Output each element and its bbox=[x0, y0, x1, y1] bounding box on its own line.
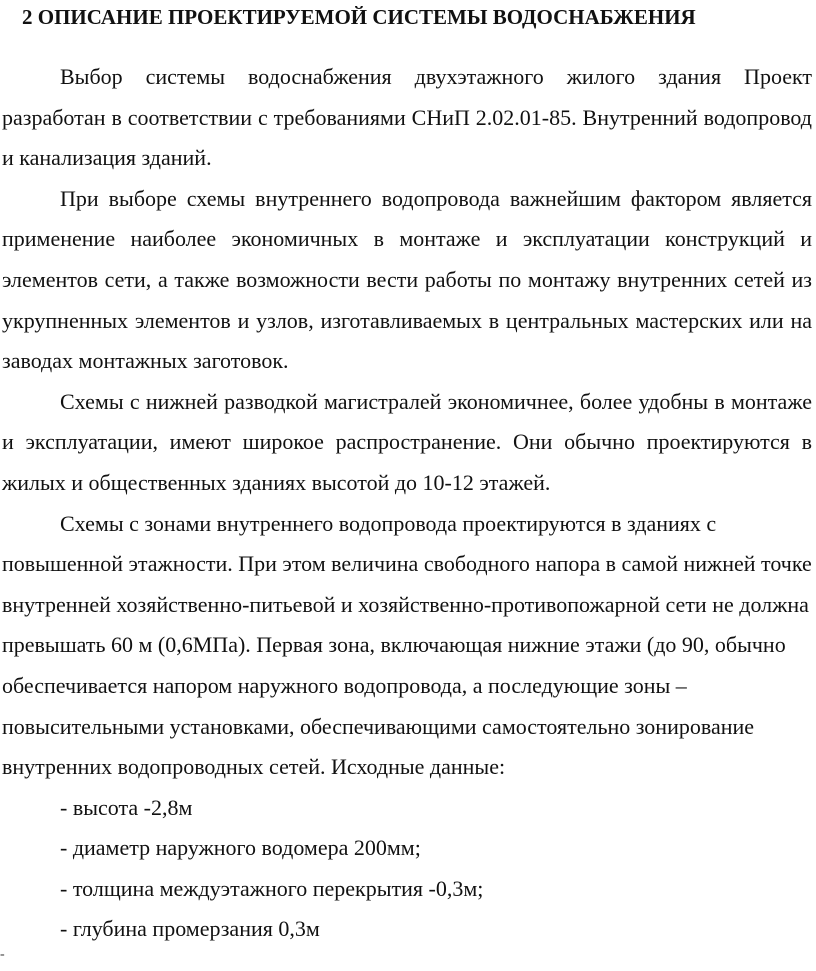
list-item-meter-diameter: - диаметр наружного водомера 200мм; bbox=[60, 835, 421, 861]
paragraph-zoned-schemes: Схемы с зонами внутреннего водопровода проектируются в зданиях с повышенной этажности. При этом величина свободного напора в самой нижней точке внутренней хозяйственно-питьевой и хозяйственно-противопожарной сети не должна превышать 60 м (0,6МПа). Первая зона, включающая нижние этажи (до 90, обычно обеспечивается напором наружного водопровода, а последующие зоны – повысительными установками, обеспечивающими самостоятельно зонирование внутренних водопроводных сетей. Исходные данные: bbox=[2, 510, 812, 780]
document-body bbox=[2, 57, 812, 950]
list-item-slab-thickness: - толщина междуэтажного перекрытия -0,3м; bbox=[60, 875, 484, 901]
paragraph-scheme-selection: При выборе схемы внутреннего водопровода важнейшим фактором является применение наиболее экономичных в монтаже и эксплуатации конструкций и элементов сети, а также возможности вести работы по монтажу внутренних сетей из укрупненных элементов и узлов, изготавливаемых в центральных мастерских или на заводах монтажных заготовок. bbox=[2, 185, 812, 374]
list-item-height: - высота -2,8м bbox=[60, 794, 193, 820]
section-title: 2 ОПИСАНИЕ ПРОЕКТИРУЕМОЙ СИСТЕМЫ ВОДОСНАБЖЕНИЯ bbox=[22, 5, 696, 29]
paragraph-system-choice: Выбор системы водоснабжения двухэтажного жилого здания Проект разработан в соответствии с требованиями СНиП 2.02.01-85. Внутренний водопровод и канализация зданий. bbox=[2, 64, 812, 171]
page-edge-mark: - bbox=[0, 947, 5, 962]
list-item-frost-depth: - глубина промерзания 0,3м bbox=[60, 916, 320, 942]
paragraph-lower-distribution: Схемы с нижней разводкой магистралей экономичнее, более удобны в монтаже и эксплуатации, имеют широкое распространение. Они обычно проектируются в жилых и общественных зданиях высотой до 10-12 этажей. bbox=[2, 388, 812, 495]
